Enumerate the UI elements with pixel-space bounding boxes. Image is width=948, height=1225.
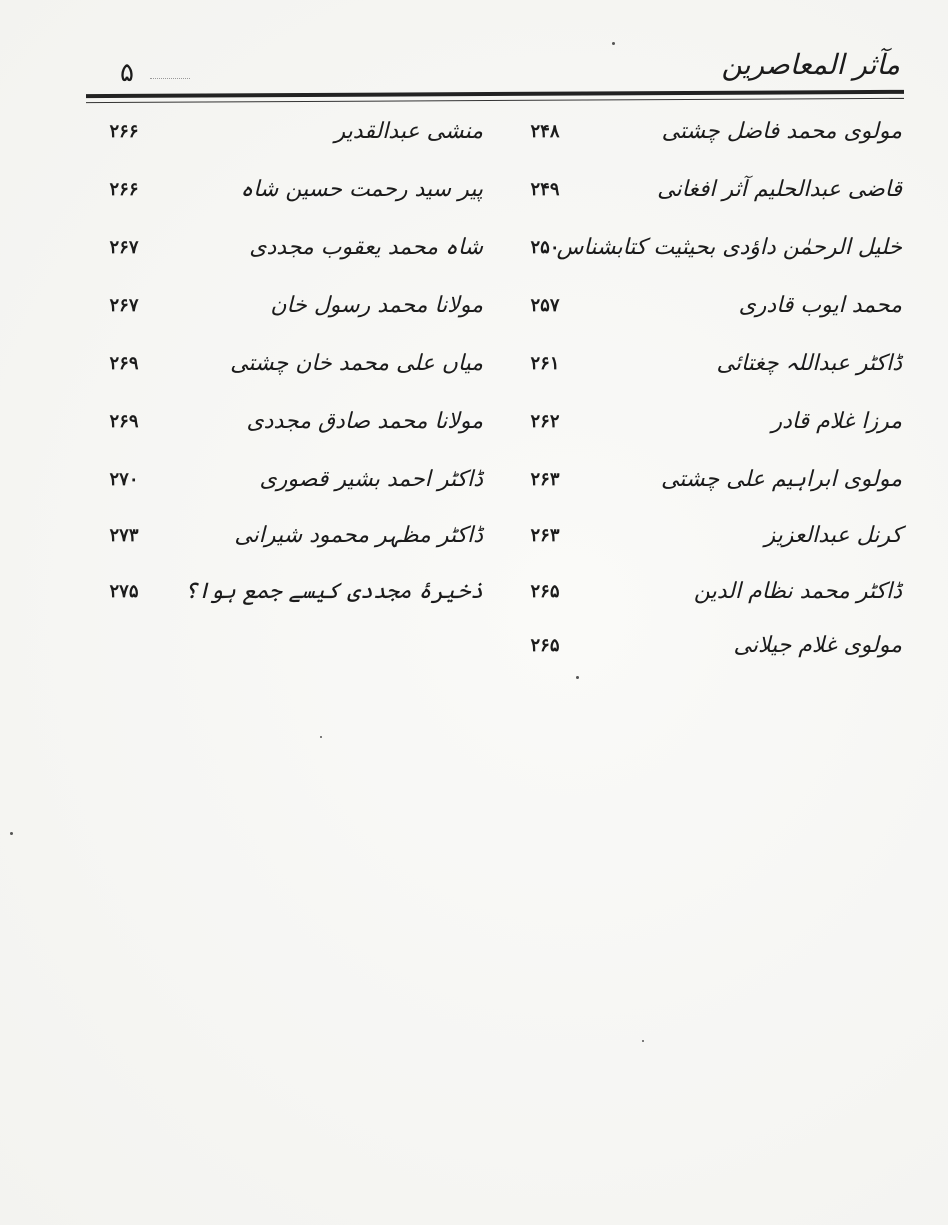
running-header-title: مآثر المعاصرین — [721, 48, 900, 81]
toc-entry-page: ۲۶۶ — [109, 179, 139, 200]
scan-speck — [320, 736, 322, 738]
toc-entry-title: مولوی محمد فاضل چشتی — [661, 119, 902, 144]
toc-row — [0, 228, 948, 268]
toc-entry-title: کرنل عبدالعزیز — [764, 523, 902, 548]
toc-entry-page: ۲۶۳ — [530, 525, 560, 546]
toc-entry-title: ڈاکٹر مظہر محمود شیرانی — [234, 523, 483, 548]
toc-entry-title: ڈاکٹر احمد بشیر قصوری — [259, 467, 483, 492]
toc-entry-title: خلیل الرحمٰن داؤدی بحیثیت کتابشناس — [556, 235, 902, 260]
toc-row — [0, 344, 948, 384]
page-number: ۵ — [120, 58, 134, 88]
scan-speck — [612, 42, 615, 45]
toc-entry-page: ۲۶۱ — [530, 353, 560, 374]
toc-entry-page: ۲۷۵ — [109, 581, 139, 602]
toc-entry-page: ۲۶۵ — [530, 635, 560, 656]
header-leader-dots — [150, 78, 190, 79]
toc-row — [0, 572, 948, 612]
toc-entry-page: ۲۷۰ — [109, 469, 139, 490]
toc-row — [0, 516, 948, 556]
toc-row — [0, 170, 948, 210]
toc-entry-title: میاں علی محمد خان چشتی — [230, 351, 483, 376]
toc-entry-title: محمد ایوب قادری — [738, 293, 902, 318]
toc-entry-page: ۲۶۶ — [109, 121, 139, 142]
scan-speck — [576, 676, 579, 679]
toc-entry-title: ڈاکٹر عبداللہ چغتائی — [716, 351, 902, 376]
toc-row — [0, 460, 948, 500]
toc-entry-page: ۲۴۹ — [530, 179, 560, 200]
toc-entry-page: ۲۶۵ — [530, 581, 560, 602]
toc-entry-title: مولانا محمد صادق مجددی — [246, 409, 483, 434]
toc-entry-title: مرزا غلام قادر — [771, 409, 902, 434]
toc-row — [0, 402, 948, 442]
toc-entry-title: پیر سید رحمت حسین شاہ — [240, 177, 483, 202]
header-rule-thick — [86, 90, 904, 98]
scan-speck — [642, 1040, 644, 1042]
toc-entry-title: مولانا محمد رسول خان — [270, 293, 483, 318]
toc-entry-page: ۲۶۷ — [109, 295, 139, 316]
toc-entry-page: ۲۶۷ — [109, 237, 139, 258]
toc-entry-page: ۲۷۳ — [109, 525, 139, 546]
scan-speck — [10, 832, 13, 835]
toc-entry-title: قاضی عبدالحلیم آثر افغانی — [657, 177, 902, 202]
toc-entry-title: منشی عبدالقدیر — [334, 119, 483, 144]
toc-entry-page: ۲۵۷ — [530, 295, 560, 316]
toc-entry-page: ۲۵۰ — [530, 237, 560, 258]
toc-entry-title: ذخیرۂ مجددی کیسے جمع ہوا؟ — [184, 579, 483, 604]
toc-entry-title: شاہ محمد یعقوب مجددی — [249, 235, 483, 260]
toc-entry-title: مولوی ابراہیم علی چشتی — [660, 467, 902, 492]
toc-entry-title: ڈاکٹر محمد نظام الدین — [693, 579, 902, 604]
toc-row — [0, 626, 948, 666]
toc-row — [0, 112, 948, 152]
toc-row — [0, 286, 948, 326]
header-rule-thin — [86, 98, 904, 103]
toc-entry-title: مولوی غلام جیلانی — [733, 633, 902, 658]
toc-entry-page: ۲۶۲ — [530, 411, 560, 432]
toc-entry-page: ۲۶۹ — [109, 411, 139, 432]
toc-entry-page: ۲۴۸ — [530, 121, 560, 142]
toc-entry-page: ۲۶۳ — [530, 469, 560, 490]
toc-entry-page: ۲۶۹ — [109, 353, 139, 374]
